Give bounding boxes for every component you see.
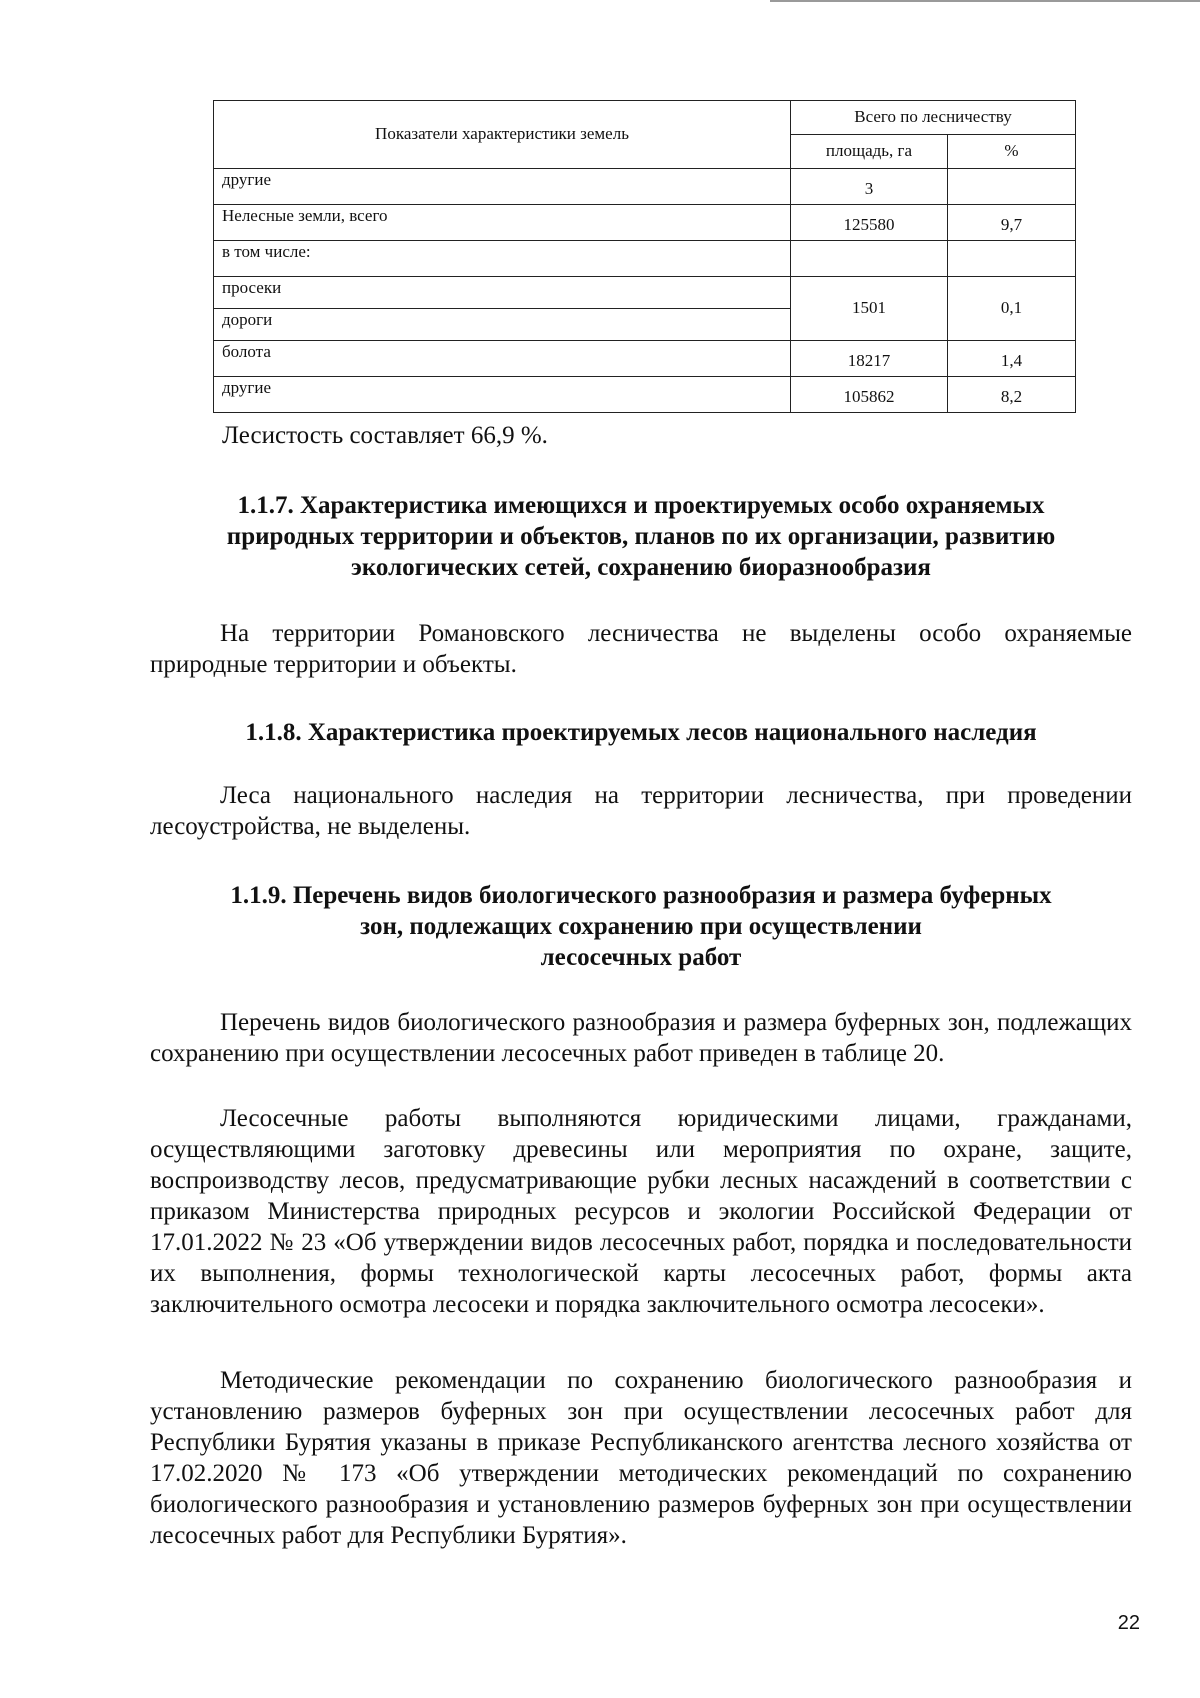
row-percent: 1,4 [948, 341, 1076, 377]
table-row [214, 205, 1076, 241]
table-row [214, 341, 1076, 377]
table-row [214, 169, 1076, 205]
heading-line: экологических сетей, сохранению биоразнообразия [351, 554, 931, 581]
section-1-1-9-paragraph-3: Методические рекомендации по сохранению биологического разнообразия и установлению размеров буферных зон при осуществлении лесосечных работ для Республики Бурятия указаны в приказе Республиканского агентства лесного хозяйства от 17.02.2020 № 173 «Об утверждении методических рекомендаций по сохранению биологического разнообразия и установлению размеров буферных зон при осуществлении лесосечных работ для Республики Бурятия». [150, 1367, 1132, 1549]
forest-cover-text: Лесистость составляет 66,9 %. [222, 422, 548, 449]
heading-line: 1.1.9. Перечень видов биологического разнообразия и размера буферных [230, 882, 1052, 909]
row-label: болота [214, 341, 791, 377]
table-row [214, 241, 1076, 277]
row-label: другие [214, 169, 791, 205]
section-1-1-9-heading [150, 880, 1132, 973]
row-area: 105862 [791, 377, 948, 413]
row-label: Нелесные земли, всего [214, 205, 791, 241]
row-label: дороги [214, 309, 791, 341]
row-percent [948, 169, 1076, 205]
header-area: площадь, га [791, 135, 948, 169]
table-row [214, 377, 1076, 413]
heading-line: природных территории и объектов, планов по их организации, развитию [226, 523, 1056, 550]
row-area: 3 [791, 169, 948, 205]
header-indicator: Показатели характеристики земель [214, 101, 791, 169]
row-label: в том числе: [214, 241, 791, 277]
table-row [214, 277, 1076, 309]
section-1-1-8-heading: 1.1.8. Характеристика проектируемых лесов национального наследия [245, 719, 1037, 746]
row-area [791, 241, 948, 277]
section-1-1-9-paragraph-2: Лесосечные работы выполняются юридическими лицами, гражданами, осуществляющими заготовку древесины или мероприятия по охране, защите, воспроизводству лесов, предусматривающие рубки лесных насаждений в соответствии с приказом Министерства природных ресурсов и экологии Российской Федерации от 17.01.2022 № 23 «Об утверждении видов лесосечных работ, порядка и последовательности их выполнения, формы технологической карты лесосечных работ, формы акта заключительного осмотра лесосеки и порядка заключительного осмотра лесосеки». [150, 1105, 1132, 1318]
section-1-1-7-text: На территории Романовского лесничества не выделены особо охраняемые природные территории и объекты. [150, 620, 1132, 678]
section-1-1-8-text: Леса национального наследия на территории лесничества, при проведении лесоустройства, не выделены. [150, 782, 1132, 840]
row-percent [948, 241, 1076, 277]
row-percent: 9,7 [948, 205, 1076, 241]
row-label: просеки [214, 277, 791, 309]
header-total: Всего по лесничеству [791, 101, 1076, 135]
heading-line: лесосечных работ [540, 944, 742, 971]
row-percent: 0,1 [948, 277, 1076, 341]
row-area: 18217 [791, 341, 948, 377]
heading-line: зон, подлежащих сохранению при осуществлении [360, 913, 922, 940]
section-1-1-9-paragraph-1: Перечень видов биологического разнообразия и размера буферных зон, подлежащих сохранению при осуществлении лесосечных работ приведен в таблице 20. [150, 1009, 1132, 1067]
page-number: 22 [1117, 1612, 1140, 1634]
row-area: 1501 [791, 277, 948, 341]
heading-line: 1.1.7. Характеристика имеющихся и проектируемых особо охраняемых [237, 492, 1045, 519]
header-percent: % [948, 135, 1076, 169]
section-1-1-7-heading [150, 490, 1132, 583]
row-area: 125580 [791, 205, 948, 241]
row-percent: 8,2 [948, 377, 1076, 413]
land-characteristics-table [213, 100, 1076, 413]
row-label: другие [214, 377, 791, 413]
table-header-row [214, 101, 1076, 135]
